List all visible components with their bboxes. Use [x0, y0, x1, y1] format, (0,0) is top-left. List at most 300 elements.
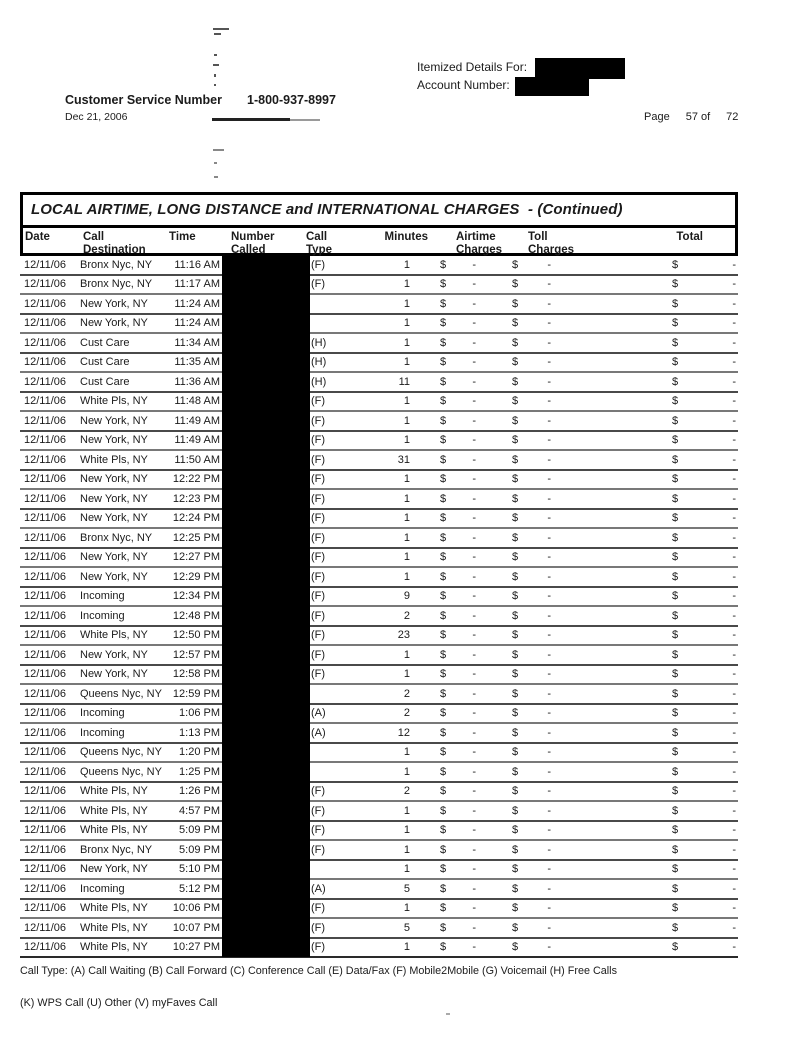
total-amount: - [732, 297, 736, 310]
cell-toll-charges [480, 317, 552, 329]
currency-symbol: $ [440, 824, 447, 837]
currency-symbol: $ [440, 512, 447, 525]
table-row [20, 822, 738, 842]
currency-symbol: $ [512, 512, 519, 525]
table-row [20, 549, 738, 569]
cell-toll-charges [480, 434, 552, 446]
cell-time: 11:35 AM [174, 356, 220, 369]
toll-amount: - [547, 278, 551, 291]
cell-destination: New York, NY [80, 648, 148, 661]
cell-airtime-charges [410, 376, 480, 388]
table-row [20, 861, 738, 881]
cell-destination: Incoming [80, 590, 125, 603]
toll-amount: - [547, 551, 551, 564]
cell-date: 12/11/06 [24, 921, 67, 934]
cell-date: 12/11/06 [24, 434, 67, 447]
cell-airtime-charges [410, 512, 480, 524]
cell-total [668, 512, 738, 524]
cell-minutes: 11 [398, 375, 410, 388]
cell-date: 12/11/06 [24, 258, 67, 271]
page-total: 72 [726, 111, 739, 123]
cell-time: 10:06 PM [172, 902, 220, 915]
cell-time: 1:26 PM [179, 785, 220, 798]
cell-airtime-charges [410, 298, 480, 310]
cell-toll-charges [480, 493, 552, 505]
total-amount: - [732, 609, 736, 622]
total-amount: - [732, 765, 736, 778]
cell-destination: New York, NY [80, 551, 148, 564]
total-amount: - [732, 882, 736, 895]
currency-symbol: $ [440, 843, 447, 856]
table-row [20, 919, 738, 939]
cell-time: 1:20 PM [179, 746, 220, 759]
airtime-amount: - [472, 804, 476, 817]
currency-symbol: $ [512, 629, 519, 642]
cell-minutes: 31 [397, 453, 410, 466]
total-amount: - [732, 785, 736, 798]
cell-call-type: (F) [311, 921, 326, 934]
currency-symbol: $ [672, 843, 679, 856]
cell-time: 11:17 AM [174, 278, 220, 291]
cell-airtime-charges [410, 805, 480, 817]
cell-airtime-charges [410, 902, 480, 914]
cell-call-type: (A) [311, 707, 326, 720]
total-amount: - [732, 317, 736, 330]
toll-amount: - [547, 726, 551, 739]
currency-symbol: $ [440, 668, 447, 681]
currency-symbol: $ [512, 687, 519, 700]
cell-airtime-charges [410, 883, 480, 895]
currency-symbol: $ [440, 746, 447, 759]
airtime-amount: - [472, 921, 476, 934]
cell-date: 12/11/06 [24, 765, 67, 778]
currency-symbol: $ [512, 492, 519, 505]
cell-time: 12:22 PM [172, 473, 220, 486]
currency-symbol: $ [512, 843, 519, 856]
toll-amount: - [547, 453, 551, 466]
cell-total [668, 298, 738, 310]
cell-time: 5:12 PM [179, 882, 220, 895]
scan-artifact [214, 84, 216, 86]
cell-toll-charges [480, 512, 552, 524]
col-header-time: Time [169, 231, 196, 243]
cell-date: 12/11/06 [24, 551, 67, 564]
cell-call-type: (F) [311, 531, 326, 544]
currency-symbol: $ [440, 258, 447, 271]
cell-toll-charges [480, 278, 552, 290]
currency-symbol: $ [672, 395, 679, 408]
cell-minutes: 1 [403, 258, 410, 271]
cell-minutes: 1 [403, 902, 410, 915]
total-amount: - [732, 453, 736, 466]
cell-toll-charges [480, 863, 552, 875]
cell-call-type: (F) [311, 648, 326, 661]
cell-toll-charges [480, 922, 552, 934]
cell-call-type: (F) [311, 434, 326, 447]
currency-symbol: $ [512, 707, 519, 720]
total-amount: - [732, 824, 736, 837]
total-amount: - [732, 492, 736, 505]
currency-symbol: $ [440, 531, 447, 544]
cell-toll-charges [480, 571, 552, 583]
cell-destination: Cust Care [80, 356, 130, 369]
cell-date: 12/11/06 [24, 297, 67, 310]
airtime-amount: - [472, 512, 476, 525]
currency-symbol: $ [440, 785, 447, 798]
cell-minutes: 1 [403, 434, 410, 447]
cell-call-type: (F) [311, 278, 326, 291]
cell-destination: White Pls, NY [80, 902, 148, 915]
cell-total [668, 727, 738, 739]
cell-total [668, 824, 738, 836]
scan-artifact [213, 64, 219, 66]
scan-artifact [214, 33, 221, 35]
cell-airtime-charges [410, 610, 480, 622]
cell-total [668, 317, 738, 329]
cell-airtime-charges [410, 844, 480, 856]
cell-time: 11:49 AM [174, 434, 220, 447]
airtime-amount: - [472, 746, 476, 759]
cell-date: 12/11/06 [24, 453, 67, 466]
currency-symbol: $ [512, 414, 519, 427]
account-number-label: Account Number: [417, 78, 510, 92]
cell-airtime-charges [410, 746, 480, 758]
currency-symbol: $ [672, 317, 679, 330]
cell-total [668, 493, 738, 505]
cell-toll-charges [480, 610, 552, 622]
cell-time: 11:49 AM [174, 414, 220, 427]
airtime-amount: - [472, 492, 476, 505]
cell-total [668, 707, 738, 719]
total-amount: - [732, 395, 736, 408]
cell-minutes: 1 [403, 941, 410, 954]
cell-destination: Bronx Nyc, NY [80, 843, 153, 856]
currency-symbol: $ [672, 863, 679, 876]
currency-symbol: $ [672, 278, 679, 291]
total-amount: - [732, 590, 736, 603]
table-row [20, 471, 738, 491]
cell-airtime-charges [410, 941, 480, 953]
currency-symbol: $ [512, 902, 519, 915]
cell-date: 12/11/06 [24, 414, 67, 427]
cell-minutes: 9 [403, 590, 410, 603]
cell-call-type: (A) [311, 882, 326, 895]
total-amount: - [732, 356, 736, 369]
cell-date: 12/11/06 [24, 824, 67, 837]
total-amount: - [732, 941, 736, 954]
currency-symbol: $ [672, 453, 679, 466]
cell-total [668, 590, 738, 602]
currency-symbol: $ [512, 375, 519, 388]
cell-destination: New York, NY [80, 317, 148, 330]
cell-call-type: (F) [311, 570, 326, 583]
cell-toll-charges [480, 395, 552, 407]
table-row [20, 276, 738, 296]
cell-destination: White Pls, NY [80, 921, 148, 934]
currency-symbol: $ [440, 804, 447, 817]
cell-minutes: 1 [403, 746, 410, 759]
table-row [20, 588, 738, 608]
cell-call-type: (F) [311, 395, 326, 408]
cell-airtime-charges [410, 317, 480, 329]
cell-minutes: 2 [403, 687, 410, 700]
currency-symbol: $ [672, 668, 679, 681]
total-amount: - [732, 434, 736, 447]
cell-total [668, 395, 738, 407]
total-amount: - [732, 512, 736, 525]
total-amount: - [732, 258, 736, 271]
table-row [20, 432, 738, 452]
cell-airtime-charges [410, 649, 480, 661]
airtime-amount: - [472, 882, 476, 895]
cell-destination: New York, NY [80, 473, 148, 486]
cell-airtime-charges [410, 415, 480, 427]
cell-toll-charges [480, 590, 552, 602]
cell-total [668, 259, 738, 271]
currency-symbol: $ [512, 434, 519, 447]
toll-amount: - [547, 414, 551, 427]
airtime-amount: - [472, 629, 476, 642]
cell-date: 12/11/06 [24, 375, 67, 388]
cell-toll-charges [480, 298, 552, 310]
cell-total [668, 649, 738, 661]
cell-minutes: 1 [403, 414, 410, 427]
airtime-amount: - [472, 726, 476, 739]
airtime-amount: - [472, 395, 476, 408]
cell-airtime-charges [410, 590, 480, 602]
cell-time: 12:23 PM [172, 492, 220, 505]
cell-destination: Incoming [80, 882, 125, 895]
currency-symbol: $ [672, 375, 679, 388]
cell-total [668, 415, 738, 427]
airtime-amount: - [472, 453, 476, 466]
cell-minutes: 1 [403, 551, 410, 564]
currency-symbol: $ [512, 882, 519, 895]
currency-symbol: $ [672, 707, 679, 720]
currency-symbol: $ [440, 648, 447, 661]
toll-amount: - [547, 629, 551, 642]
cell-time: 12:24 PM [172, 512, 220, 525]
currency-symbol: $ [672, 921, 679, 934]
cell-destination: Bronx Nyc, NY [80, 258, 153, 271]
cell-total [668, 766, 738, 778]
cell-toll-charges [480, 785, 552, 797]
currency-symbol: $ [512, 317, 519, 330]
cell-time: 10:07 PM [172, 921, 220, 934]
currency-symbol: $ [440, 921, 447, 934]
cell-time: 1:13 PM [179, 726, 220, 739]
toll-amount: - [547, 843, 551, 856]
airtime-amount: - [472, 278, 476, 291]
scan-artifact [214, 176, 218, 178]
cell-call-type: (F) [311, 609, 326, 622]
cell-airtime-charges [410, 727, 480, 739]
cell-airtime-charges [410, 766, 480, 778]
cell-total [668, 610, 738, 622]
cell-airtime-charges [410, 824, 480, 836]
total-amount: - [732, 570, 736, 583]
cell-destination: White Pls, NY [80, 629, 148, 642]
table-row [20, 607, 738, 627]
toll-amount: - [547, 336, 551, 349]
table-row [20, 256, 738, 276]
cell-airtime-charges [410, 356, 480, 368]
cell-destination: Bronx Nyc, NY [80, 278, 153, 291]
cell-time: 5:09 PM [179, 824, 220, 837]
col-header-destination: Call Destination [83, 231, 146, 256]
cell-date: 12/11/06 [24, 356, 67, 369]
scan-artifact [446, 1013, 450, 1015]
table-row [20, 939, 738, 959]
cell-destination: New York, NY [80, 297, 148, 310]
cell-total [668, 902, 738, 914]
cell-total [668, 922, 738, 934]
currency-symbol: $ [672, 804, 679, 817]
cell-total [668, 337, 738, 349]
cell-toll-charges [480, 941, 552, 953]
redacted-account-number [515, 77, 589, 96]
currency-symbol: $ [672, 882, 679, 895]
cell-airtime-charges [410, 629, 480, 641]
currency-symbol: $ [672, 531, 679, 544]
cell-date: 12/11/06 [24, 785, 67, 798]
currency-symbol: $ [440, 492, 447, 505]
table-row [20, 627, 738, 647]
toll-amount: - [547, 531, 551, 544]
total-amount: - [732, 648, 736, 661]
col-header-spacer [555, 231, 671, 256]
airtime-amount: - [472, 648, 476, 661]
cell-destination: New York, NY [80, 668, 148, 681]
cell-minutes: 2 [403, 707, 410, 720]
toll-amount: - [547, 375, 551, 388]
total-amount: - [732, 863, 736, 876]
cell-destination: New York, NY [80, 414, 148, 427]
cell-toll-charges [480, 337, 552, 349]
airtime-amount: - [472, 590, 476, 603]
cell-total [668, 688, 738, 700]
cell-total [668, 844, 738, 856]
table-row [20, 393, 738, 413]
table-row [20, 841, 738, 861]
airtime-amount: - [472, 707, 476, 720]
cell-total [668, 278, 738, 290]
currency-symbol: $ [512, 863, 519, 876]
cell-time: 11:48 AM [174, 395, 220, 408]
customer-service-label: Customer Service Number [65, 93, 223, 107]
cell-call-type: (F) [311, 551, 326, 564]
customer-service-line [65, 93, 336, 107]
cell-destination: White Pls, NY [80, 395, 148, 408]
currency-symbol: $ [512, 258, 519, 271]
cell-time: 11:50 AM [174, 453, 220, 466]
airtime-amount: - [472, 317, 476, 330]
currency-symbol: $ [672, 356, 679, 369]
airtime-amount: - [472, 551, 476, 564]
cell-date: 12/11/06 [24, 863, 67, 876]
cell-airtime-charges [410, 395, 480, 407]
cell-destination: White Pls, NY [80, 941, 148, 954]
currency-symbol: $ [512, 941, 519, 954]
airtime-amount: - [472, 258, 476, 271]
cell-call-type: (F) [311, 258, 326, 271]
cell-destination: New York, NY [80, 570, 148, 583]
cell-time: 10:27 PM [172, 941, 220, 954]
currency-symbol: $ [672, 726, 679, 739]
currency-symbol: $ [512, 570, 519, 583]
cell-destination: Bronx Nyc, NY [80, 531, 153, 544]
total-amount: - [732, 687, 736, 700]
cell-toll-charges [480, 376, 552, 388]
col-header-number-called: Number Called [231, 231, 275, 256]
currency-symbol: $ [512, 668, 519, 681]
total-amount: - [732, 551, 736, 564]
cell-call-type: (F) [311, 804, 326, 817]
col-header-toll-charges: Toll Charges [528, 231, 575, 256]
toll-amount: - [547, 824, 551, 837]
cell-call-type: (F) [311, 590, 326, 603]
cell-minutes: 1 [403, 317, 410, 330]
currency-symbol: $ [440, 395, 447, 408]
cell-date: 12/11/06 [24, 941, 67, 954]
redacted-numbers-called-column [222, 256, 310, 957]
cell-total [668, 532, 738, 544]
cell-date: 12/11/06 [24, 843, 67, 856]
call-type-legend-line1: Call Type: (A) Call Waiting (B) Call Forward (C) Conference Call (E) Data/Fax (F) Mobile2Mobile (G) Voicemail (H) Free Calls [20, 965, 617, 977]
toll-amount: - [547, 512, 551, 525]
scan-artifact [212, 118, 290, 121]
toll-amount: - [547, 707, 551, 720]
call-type-legend-line2: (K) WPS Call (U) Other (V) myFaves Call [20, 997, 218, 1009]
cell-minutes: 5 [403, 882, 410, 895]
currency-symbol: $ [672, 902, 679, 915]
cell-total [668, 551, 738, 563]
currency-symbol: $ [672, 609, 679, 622]
cell-time: 4:57 PM [179, 804, 220, 817]
cell-time: 11:16 AM [174, 258, 220, 271]
currency-symbol: $ [512, 336, 519, 349]
cell-toll-charges [480, 259, 552, 271]
cell-total [668, 746, 738, 758]
cell-total [668, 629, 738, 641]
cell-date: 12/11/06 [24, 902, 67, 915]
currency-symbol: $ [672, 414, 679, 427]
currency-symbol: $ [672, 570, 679, 583]
toll-amount: - [547, 941, 551, 954]
cell-airtime-charges [410, 571, 480, 583]
cell-date: 12/11/06 [24, 882, 67, 895]
currency-symbol: $ [512, 473, 519, 486]
currency-symbol: $ [440, 941, 447, 954]
table-row [20, 646, 738, 666]
currency-symbol: $ [440, 336, 447, 349]
cell-airtime-charges [410, 785, 480, 797]
table-title: LOCAL AIRTIME, LONG DISTANCE and INTERNATIONAL CHARGES - (Continued) [23, 195, 735, 228]
toll-amount: - [547, 668, 551, 681]
cell-airtime-charges [410, 707, 480, 719]
cell-toll-charges [480, 746, 552, 758]
cell-toll-charges [480, 805, 552, 817]
cell-call-type: (F) [311, 668, 326, 681]
toll-amount: - [547, 902, 551, 915]
table-body [20, 256, 738, 958]
cell-date: 12/11/06 [24, 512, 67, 525]
cell-call-type: (F) [311, 453, 326, 466]
cell-call-type: (H) [311, 336, 327, 349]
col-header-minutes: Minutes [384, 231, 428, 243]
currency-symbol: $ [672, 824, 679, 837]
currency-symbol: $ [512, 746, 519, 759]
